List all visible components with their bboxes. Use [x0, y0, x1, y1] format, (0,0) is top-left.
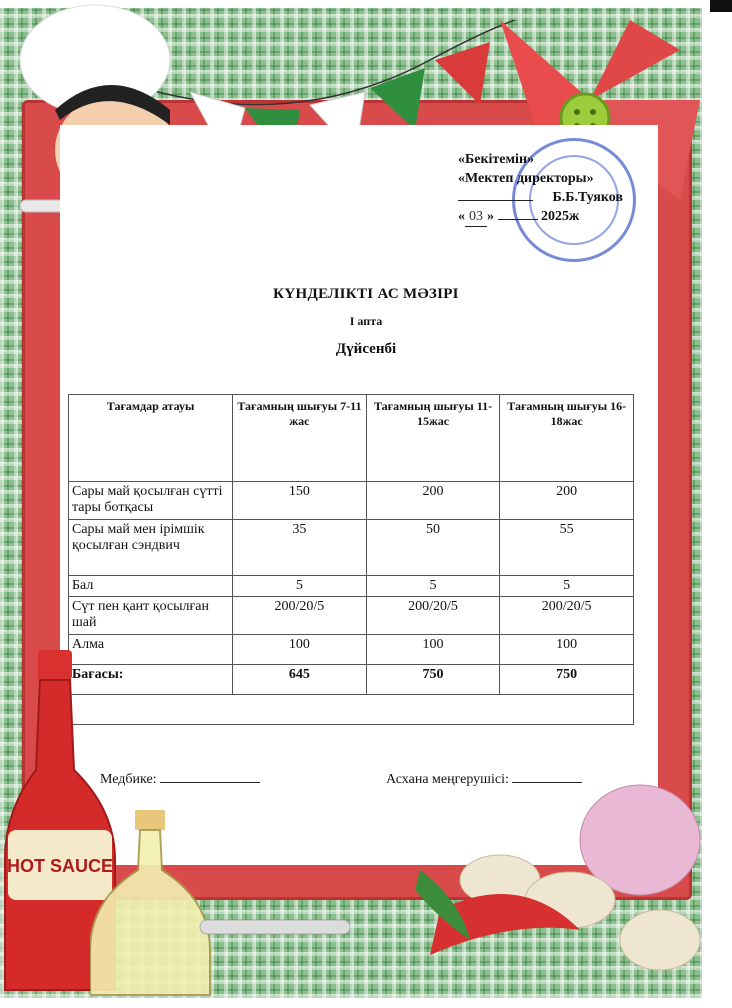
table-row	[69, 482, 634, 520]
dish-name: Сары май қосылған сүтті тары ботқасы	[69, 482, 233, 520]
portion-11-15: 5	[366, 576, 500, 597]
table-row	[69, 597, 634, 635]
total-11-15: 750	[366, 665, 500, 695]
portion-16-18: 200	[500, 482, 634, 520]
approval-date-day: 03	[465, 207, 487, 227]
portion-16-18: 200/20/5	[500, 597, 634, 635]
menu-title: КҮНДЕЛІКТІ АС МӘЗІРІ	[273, 286, 459, 302]
total-label: Бағасы:	[69, 665, 233, 695]
table-row	[69, 576, 634, 597]
kitchen-label: Асхана меңгерушісі:	[386, 772, 509, 787]
portion-11-15: 200	[366, 482, 500, 520]
director-name: Б.Б.Туяков	[552, 190, 623, 205]
portion-7-11: 35	[233, 520, 367, 576]
portion-7-11: 150	[233, 482, 367, 520]
header-age-11-15: Тағамның шығуы 11-15жас	[366, 395, 500, 482]
vegetables-illustration	[400, 780, 702, 1000]
approval-date-year: 2025ж	[541, 209, 580, 224]
portion-16-18: 100	[500, 635, 634, 665]
table-row	[69, 520, 634, 576]
total-16-18: 750	[500, 665, 634, 695]
nurse-signature-line	[160, 770, 260, 783]
oil-bottle-illustration	[90, 800, 350, 1000]
header-dish: Тағамдар атауы	[69, 395, 233, 482]
portion-11-15: 50	[366, 520, 500, 576]
total-7-11: 645	[233, 665, 367, 695]
week-label: І апта	[349, 314, 383, 328]
nurse-label: Медбике:	[100, 772, 157, 787]
dish-name: Бал	[69, 576, 233, 597]
approval-line-1: «Бекітемін»	[458, 152, 535, 167]
portion-16-18: 55	[500, 520, 634, 576]
approval-line-2: «Мектеп директоры»	[458, 171, 594, 186]
header-age-7-11: Тағамның шығуы 7-11 жас	[233, 395, 367, 482]
portion-7-11: 5	[233, 576, 367, 597]
approval-signature-line	[458, 188, 623, 207]
portion-7-11: 100	[233, 635, 367, 665]
bottle-label-text: HOT SAUCE	[6, 856, 114, 876]
dish-name: Сары май мен ірімшік қосылған сэндвич	[69, 520, 233, 576]
table-total-row	[69, 665, 634, 695]
menu-table	[68, 394, 634, 725]
scan-corner-mark	[710, 0, 732, 12]
portion-7-11: 200/20/5	[233, 597, 367, 635]
portion-11-15: 100	[366, 635, 500, 665]
day-label: Дүйсенбі	[335, 341, 397, 357]
approval-date: « 03 » 2025ж	[458, 207, 623, 227]
approval-block	[458, 150, 623, 227]
portion-16-18: 5	[500, 576, 634, 597]
dish-name: Сүт пен қант қосылған шай	[69, 597, 233, 635]
table-header-row	[69, 395, 634, 482]
table-empty-row	[69, 695, 634, 725]
portion-11-15: 200/20/5	[366, 597, 500, 635]
header-age-16-18: Тағамның шығуы 16-18жас	[500, 395, 634, 482]
dish-name: Алма	[69, 635, 233, 665]
table-row	[69, 635, 634, 665]
